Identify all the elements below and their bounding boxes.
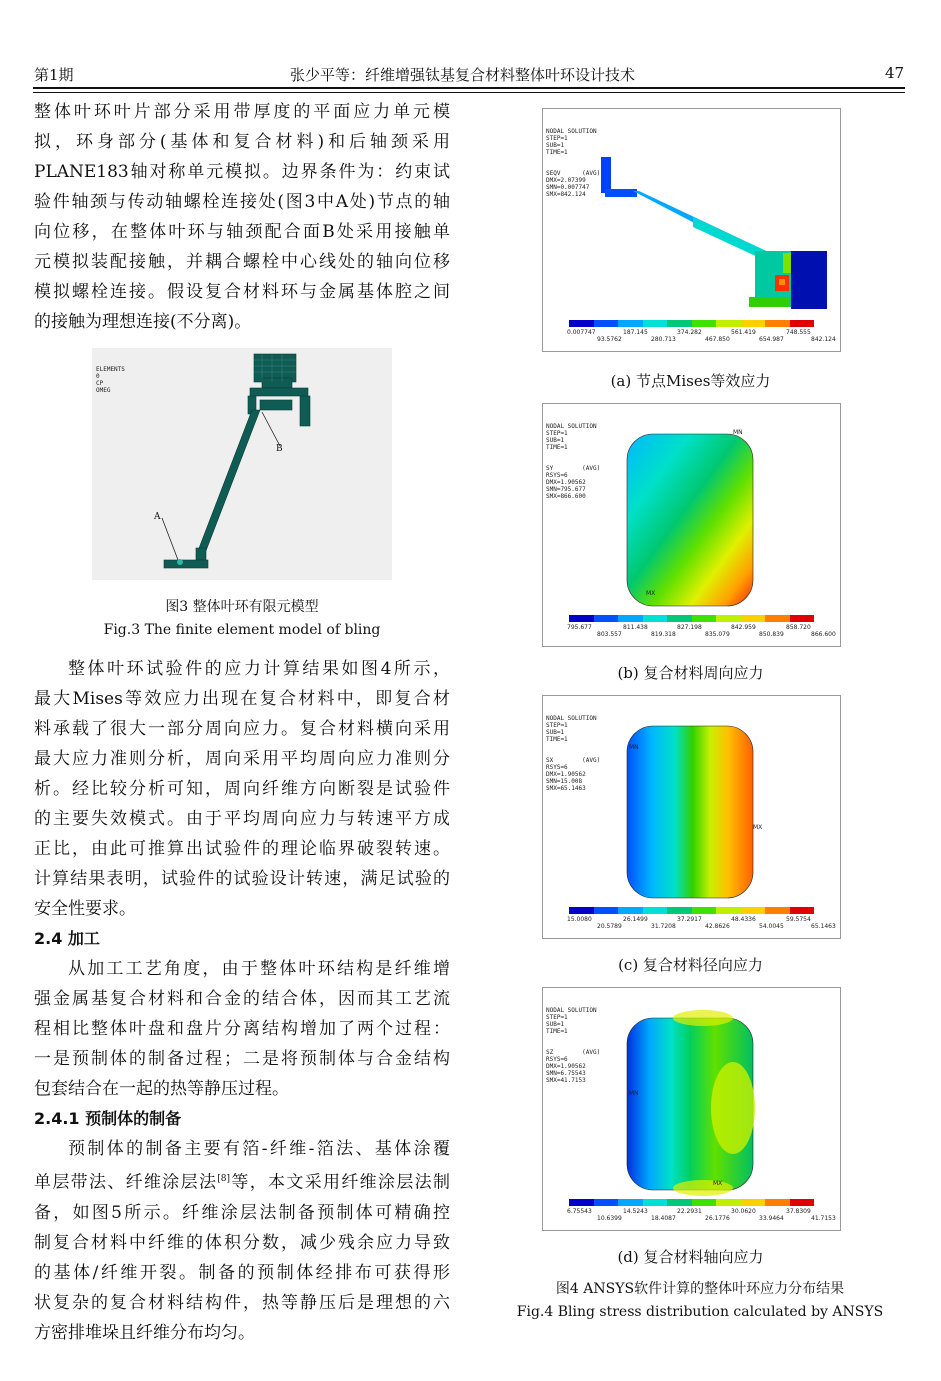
fig4d-mx-marker: MX bbox=[713, 1180, 723, 1187]
fig4a-contour bbox=[543, 109, 840, 319]
fig4b-solution-text: NODAL SOLUTION STEP=1 SUB=1 TIME=1 SY (AVG) RSYS=6 DMX=1.90562 SMN=795.677 SMX=866.600 bbox=[546, 423, 601, 500]
fig4c-caption: (c) 复合材料径向应力 bbox=[618, 956, 763, 974]
fig4c-mn-marker: MN bbox=[629, 744, 639, 751]
fig4a-solution-text: NODAL SOLUTION STEP=1 SUB=1 TIME=1 SEQV (AVG) DMX=2.07399 SMN=0.007747 SMX=842.124 bbox=[546, 128, 601, 198]
fig3-mesh bbox=[92, 348, 392, 580]
header-rule-thick bbox=[33, 87, 905, 89]
section-2-4-heading: 2.4 加工 bbox=[34, 929, 100, 948]
fig4b-mn-marker: MN bbox=[733, 429, 743, 436]
fig4-caption-cn: 图4 ANSYS软件计算的整体叶环应力分布结果 bbox=[555, 1281, 845, 1297]
fig3-caption-cn: 图3 整体叶环有限元模型 bbox=[165, 599, 319, 615]
page-number: 47 bbox=[885, 64, 905, 82]
fig4c-legend bbox=[569, 907, 814, 914]
fig4a-panel: NODAL SOLUTION STEP=1 SUB=1 TIME=1 SEQV (AVG) DMX=2.07399 SMN=0.007747 SMX=842.124 0.007747 187.145 374.282 561.419 748.555 93.5762 280.713 467.850 654.987 842.124 bbox=[542, 108, 841, 352]
fig4d-legend bbox=[569, 1199, 814, 1206]
fig4-caption-en: Fig.4 Bling stress distribution calculated by ANSYS bbox=[516, 1304, 884, 1320]
fig4c-contour bbox=[543, 696, 840, 906]
fig4c-legend-bar bbox=[569, 907, 814, 914]
fig4c-solution-text: NODAL SOLUTION STEP=1 SUB=1 TIME=1 SX (AVG) RSYS=6 DMX=1.90562 SMN=15.008 SMX=65.1463 bbox=[546, 715, 601, 792]
fig4c-panel: NODAL SOLUTION STEP=1 SUB=1 TIME=1 SX (AVG) RSYS=6 DMX=1.90562 SMN=15.008 SMX=65.1463 MN MX 15.0080 26.1499 37.2917 48.4336 59.5754 20.5789 31.7208 42.8626 54.0045 65.1463 bbox=[542, 695, 841, 939]
fig3-caption-en: Fig.3 The finite element model of bling bbox=[103, 622, 381, 638]
fig3-label-list: ELEMENTS 0 CP OMEG bbox=[96, 366, 125, 394]
fig4a-legend bbox=[569, 320, 814, 327]
fig4b-panel: NODAL SOLUTION STEP=1 SUB=1 TIME=1 SY (AVG) RSYS=6 DMX=1.90562 SMN=795.677 SMX=866.600 MN MX 795.677 811.438 827.198 842.959 858.720 803.557 819.318 835.079 850.839 866.600 bbox=[542, 403, 841, 647]
running-title: 张少平等：纤维增强钛基复合材料整体叶环设计技术 bbox=[290, 66, 636, 84]
paragraph-results: 整体叶环试验件的应力计算结果如图4所示， 最大Mises等效应力出现在复合材料中，即复合材 料承载了很大一部分周向应力。复合材料横向采用 最大应力准则分析，周向采用平均周向应力准则分 析。经比较分析可知，周向纤维方向断裂是试验件 的主要失效模式。由于平均周向应力与转速平方成 正比，由此可推算出试验件的理论临界破裂转速。 计算结果表明，试验件的试验设计转速，满足试验的 安全性要求。 2.4 加工 从加工工艺角度，由于整体叶环结构是纤维增 强金属基复合材料和合金的结合体，因而其工艺流 程相比整体叶盘和盘片分离结构增加了两个过程： 一是预制体的制备过程；二是将预制体与合金结构 包套结合在一起的热等静压过程。 2.4.1 预制体的制备 预制体的制备主要有箔-纤维-箔法、基体涂覆 单层带法、纤维涂层法[8]等，本文采用纤维涂层法制 备，如图5所示。纤维涂层法制备预制体可精确控 制复合材料中纤维的体积分数，减少残余应力导致 的基体/纤维开裂。制备的预制体经排布可获得形 状复杂的复合材料结构件，热等静压后是理想的六 方密排堆垛且纤维分布均匀。 bbox=[34, 659, 451, 1343]
fig4d-mn-marker: MN bbox=[629, 1090, 639, 1097]
journal-issue: 第1期 bbox=[34, 66, 74, 84]
fig3-point-b: B bbox=[276, 444, 283, 454]
citation-ref: [8] bbox=[217, 1174, 231, 1184]
fig4b-legend bbox=[569, 615, 814, 622]
figure-3-fe-model bbox=[92, 348, 392, 580]
section-2-4-1-heading: 2.4.1 预制体的制备 bbox=[34, 1109, 182, 1128]
fig4b-caption: (b) 复合材料周向应力 bbox=[617, 664, 764, 682]
header-rule-thin bbox=[33, 92, 905, 93]
fig4b-legend-bar bbox=[569, 615, 814, 622]
fig4a-caption: (a) 节点Mises等效应力 bbox=[610, 372, 771, 390]
fig4c-mx-marker: MX bbox=[753, 824, 763, 831]
fig4a-legend-bar bbox=[569, 320, 814, 327]
fig4d-caption: (d) 复合材料轴向应力 bbox=[617, 1248, 764, 1266]
fig4d-legend-bar bbox=[569, 1199, 814, 1206]
paragraph-line-with-ref: 单层带法、纤维涂层法[8]等，本文采用纤维涂层法制 bbox=[34, 1172, 451, 1193]
paragraph-model: 整体叶环叶片部分采用带厚度的平面应力单元模 拟，环身部分(基体和复合材料)和后轴颈采用 PLANE183轴对称单元模拟。边界条件为：约束试 验件轴颈与传动轴螺栓连接处(图3中A处)节点的轴 向位移，在整体叶环与轴颈配合面B处采用接触单 元模拟装配接触，并耦合螺栓中心线处的轴向位移 模拟螺栓连接。假设复合材料环与金属基体腔之间 的接触为理想连接(不分离)。 bbox=[34, 102, 450, 332]
fig4d-panel: NODAL SOLUTION STEP=1 SUB=1 TIME=1 SZ (AVG) RSYS=6 DMX=1.90562 SMN=6.75543 SMX=41.7153 MN MX 6.75543 14.5243 22.2931 30.0620 37.8309 10.6399 18.4087 26.1776 33.9464 41.7153 bbox=[542, 987, 841, 1231]
fig4d-solution-text: NODAL SOLUTION STEP=1 SUB=1 TIME=1 SZ (AVG) RSYS=6 DMX=1.90562 SMN=6.75543 SMX=41.7153 bbox=[546, 1007, 601, 1084]
fig4d-contour bbox=[543, 988, 840, 1198]
fig4b-contour bbox=[543, 404, 840, 614]
fig4b-mx-marker: MX bbox=[646, 590, 656, 597]
fig3-point-a: A bbox=[154, 512, 161, 522]
